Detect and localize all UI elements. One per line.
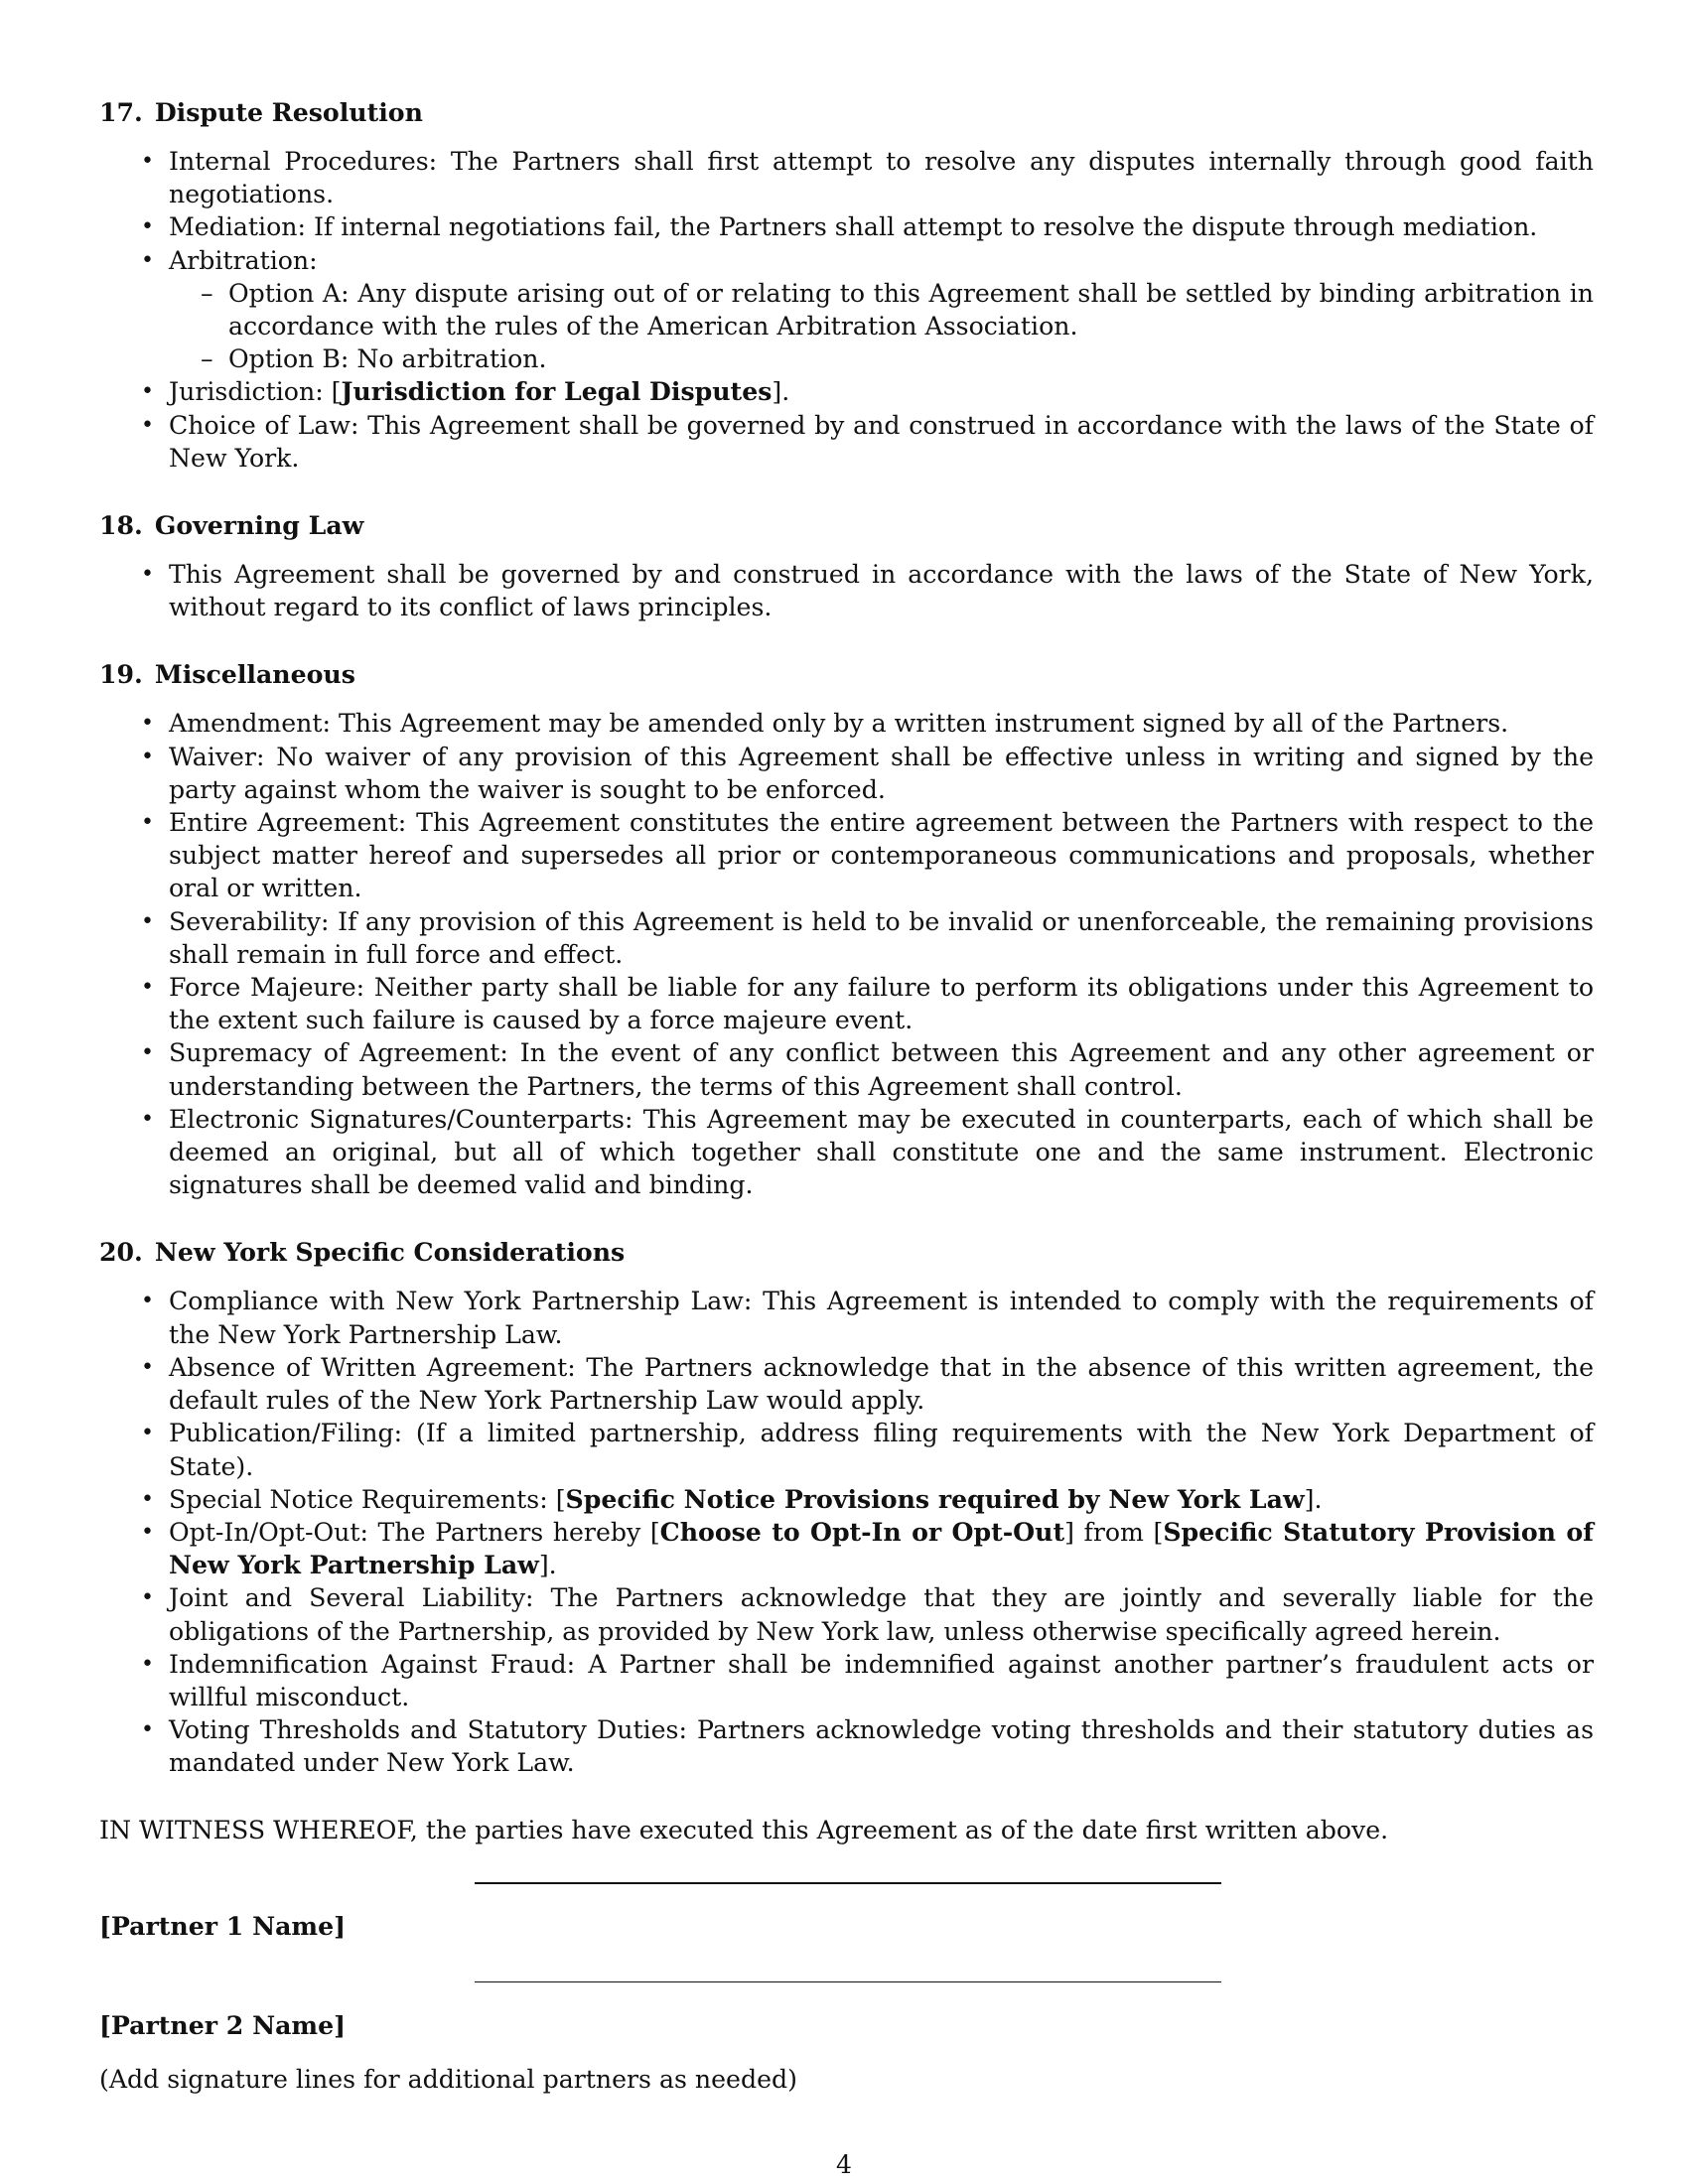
bullet-icon: • [141, 1717, 154, 1743]
section-number: 17. [99, 97, 143, 127]
sub-list-item-text: Option B: No arbitration. [228, 344, 547, 374]
bullet-icon: • [141, 1651, 154, 1677]
page-number: 4 [836, 2150, 852, 2179]
list-item [99, 1713, 1594, 1779]
bullet-icon: • [141, 214, 154, 240]
signature-block-2 [99, 1956, 1594, 2055]
section-title: New York Specific Considerations [154, 1237, 626, 1268]
list-item-text: Jurisdiction: [ [169, 377, 342, 407]
sub-list-item [169, 277, 1594, 342]
bullet-icon: • [141, 975, 154, 1001]
list-item-text: Opt-In/Opt-Out: The Partners hereby [ [169, 1517, 660, 1547]
section-title: Miscellaneous [154, 659, 355, 690]
bullet-icon: • [141, 1519, 154, 1545]
section-heading [99, 1235, 1594, 1269]
bullet-list [99, 707, 1594, 1201]
sub-list-item-text: Option A: Any dispute arising out of or relating to this Agreement shall be settled by binding arbitration in accordance with the rules of the American Arbitration Association. [228, 278, 1594, 341]
list-item-text: Absence of Written Agreement: The Partners acknowledge that in the absence of this written agreement, the default rules of the New York Partnership Law would apply. [169, 1352, 1594, 1416]
list-item-text: ]. [1304, 1484, 1323, 1514]
sub-list [169, 277, 1594, 376]
list-item-text: Indemnification Against Fraud: A Partner shall be indemnified against another partner’s fraudulent acts or willful misconduct. [169, 1649, 1594, 1711]
list-item [99, 1581, 1594, 1647]
list-item [99, 971, 1594, 1036]
list-item-text: Entire Agreement: This Agreement constitutes the entire agreement between the Partners with respect to the subject matter hereof and supersedes all prior or contemporaneous communications and proposals, whether oral or written. [169, 808, 1594, 903]
bullet-list [99, 558, 1594, 623]
list-item-text: Choice of Law: This Agreement shall be governed by and construed in accordance with the laws of the State of New York. [169, 410, 1594, 473]
signature-line [475, 1981, 1221, 1982]
list-item [99, 375, 1594, 408]
list-item [99, 707, 1594, 740]
sub-list-item [169, 342, 1594, 375]
witness-clause: IN WITNESS WHEREOF, the parties have executed this Agreement as of the date first written above. [99, 1815, 1389, 1844]
bullet-icon: • [141, 562, 154, 588]
list-item-text: ] from [ [1064, 1517, 1164, 1547]
list-item-text: Mediation: If internal negotiations fail, the Partners shall attempt to resolve the dispute through mediation. [169, 212, 1538, 242]
section-title: Dispute Resolution [154, 97, 423, 127]
bullet-icon: • [141, 908, 154, 934]
list-item [99, 806, 1594, 905]
list-item [99, 741, 1594, 806]
list-item-text: Voting Thresholds and Statutory Duties: Partners acknowledge voting thresholds and their statutory duties as mandated under New York Law. [169, 1715, 1594, 1778]
signature-note: (Add signature lines for additional partners as needed) [99, 2064, 797, 2094]
list-item [99, 145, 1594, 210]
bullet-icon: • [141, 1040, 154, 1066]
signature-line [475, 1882, 1221, 1884]
list-item-text: ]. [538, 1551, 557, 1580]
bullet-icon: • [141, 149, 154, 174]
placeholder-field: Jurisdiction for Legal Disputes [341, 376, 773, 407]
section [99, 657, 1594, 1201]
section-heading [99, 508, 1594, 542]
bullet-icon: • [141, 711, 154, 737]
bullet-icon: • [141, 379, 154, 405]
list-item-text: Force Majeure: Neither party shall be liable for any failure to perform its obligations under this Agreement to the extent such failure is caused by a force majeure event. [169, 973, 1594, 1035]
list-item-text: Amendment: This Agreement may be amended only by a written instrument signed by all of the Partners. [169, 709, 1509, 739]
bullet-icon: • [141, 1106, 154, 1132]
sections-container [99, 95, 1594, 1780]
list-item [99, 1417, 1594, 1482]
list-item-text: Joint and Several Liability: The Partners acknowledge that they are jointly and severally liable for the obligations of the Partnership, as provided by New York law, unless otherwise specifically agreed herein. [169, 1583, 1594, 1646]
section-number: 18. [99, 510, 143, 541]
bullet-icon: • [141, 744, 154, 769]
bullet-icon: • [141, 247, 154, 273]
list-item-text: Severability: If any provision of this Agreement is held to be invalid or unenforceable, the remaining provisions shall remain in full force and effect. [169, 906, 1594, 969]
section [99, 508, 1594, 623]
section [99, 1235, 1594, 1779]
bullet-icon: • [141, 1354, 154, 1380]
list-item-text: Compliance with New York Partnership Law: This Agreement is intended to comply with the requirements of the New York Partnership Law. [169, 1287, 1594, 1349]
bullet-list [99, 145, 1594, 475]
list-item-text: Special Notice Requirements: [ [169, 1484, 566, 1514]
dash-icon: – [201, 344, 213, 374]
list-item [99, 1483, 1594, 1516]
dash-icon: – [201, 278, 213, 308]
section-heading [99, 657, 1594, 691]
bullet-icon: • [141, 810, 154, 836]
list-item-text: Publication/Filing: (If a limited partnership, address filing requirements with the New York Department of State). [169, 1419, 1594, 1481]
list-item [99, 905, 1594, 971]
list-item-text: Internal Procedures: The Partners shall first attempt to resolve any disputes internally through good faith negotiations. [169, 147, 1594, 209]
section-heading [99, 95, 1594, 129]
signature-name: [Partner 2 Name] [99, 2009, 347, 2040]
section-number: 20. [99, 1237, 143, 1268]
list-item [99, 1103, 1594, 1202]
bullet-icon: • [141, 1585, 154, 1611]
list-item-text: ]. [772, 377, 790, 407]
signature-name: [Partner 1 Name] [99, 1910, 347, 1941]
list-item-text: Waiver: No waiver of any provision of this Agreement shall be effective unless in writing and signed by the party against whom the waiver is sought to be enforced. [169, 742, 1594, 804]
list-item-text: Electronic Signatures/Counterparts: This Agreement may be executed in counterparts, each of which shall be deemed an original, but all of which together shall constitute one and the same instrument. Electronic signatures shall be deemed valid and binding. [169, 1104, 1594, 1200]
list-item [99, 409, 1594, 475]
bullet-list [99, 1285, 1594, 1779]
signature-block-1 [99, 1860, 1594, 1956]
section-number: 19. [99, 659, 143, 690]
placeholder-field: Specific Notice Provisions required by New York Law [565, 1483, 1305, 1514]
bullet-icon: • [141, 412, 154, 438]
list-item [99, 1351, 1594, 1417]
list-item [99, 1285, 1594, 1350]
placeholder-field: Specific Statutory Provision of New York Partnership Law [169, 1516, 1594, 1580]
list-item [99, 1036, 1594, 1102]
bullet-icon: • [141, 1289, 154, 1314]
bullet-icon: • [141, 1421, 154, 1446]
list-item-text: Supremacy of Agreement: In the event of any conflict between this Agreement and any other agreement or understanding between the Partners, the terms of this Agreement shall control. [169, 1038, 1594, 1101]
bullet-icon: • [141, 1486, 154, 1512]
list-item [99, 244, 1594, 376]
list-item [99, 210, 1594, 243]
list-item [99, 1648, 1594, 1713]
placeholder-field: Choose to Opt-In or Opt-Out [659, 1516, 1065, 1547]
section-title: Governing Law [154, 510, 364, 541]
list-item-text: Arbitration: [169, 245, 318, 275]
section [99, 95, 1594, 475]
list-item-text: This Agreement shall be governed by and construed in accordance with the laws of the State of New York, without regard to its conflict of laws principles. [169, 560, 1594, 622]
document-page [99, 95, 1594, 2096]
list-item [99, 558, 1594, 623]
list-item [99, 1516, 1594, 1581]
